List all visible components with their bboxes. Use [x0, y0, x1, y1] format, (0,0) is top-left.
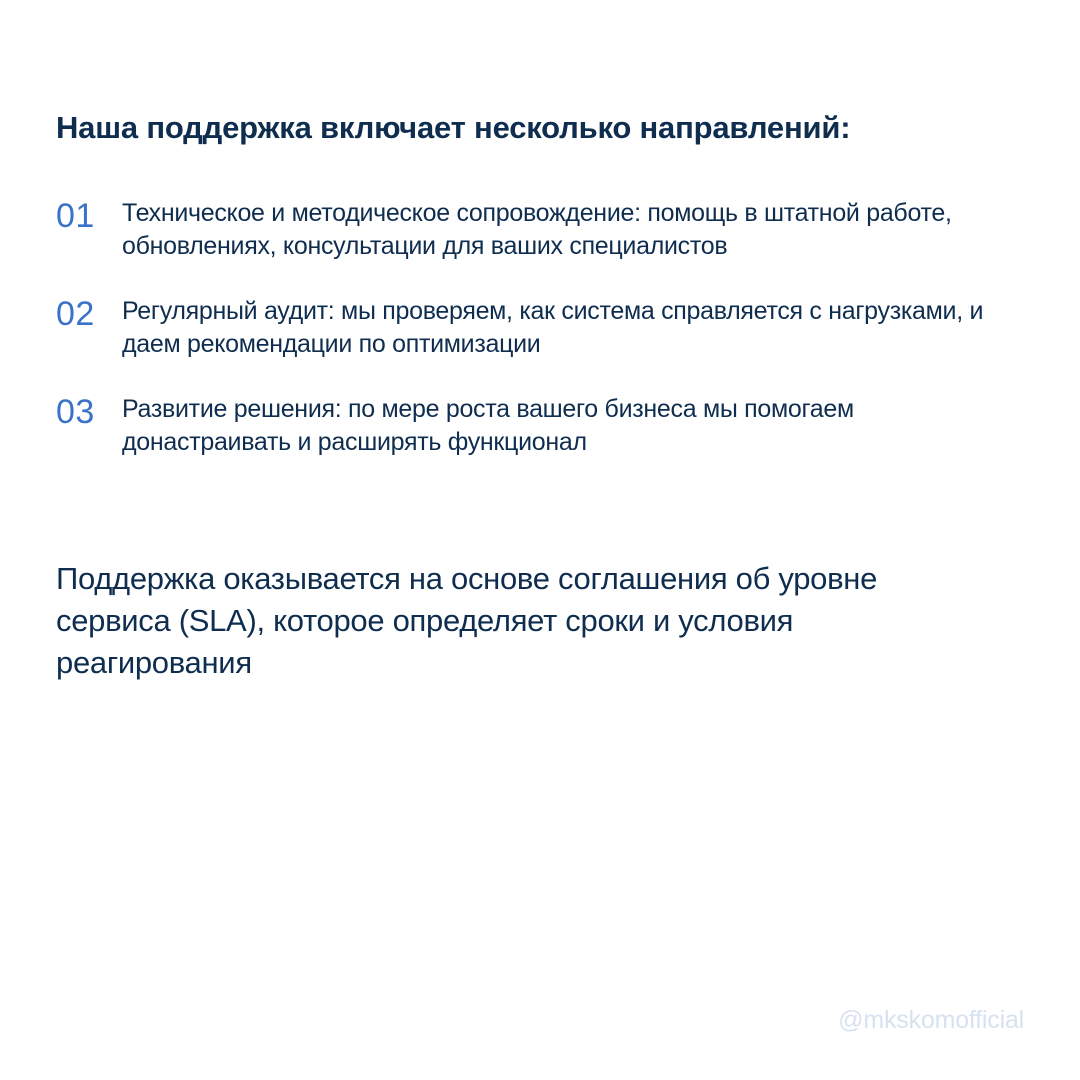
sla-note: Поддержка оказывается на основе соглашения об уровне сервиса (SLA), которое определяет сроки и условия реагирования	[56, 561, 878, 680]
social-handle: @mkskomofficial	[838, 1006, 1024, 1034]
list-item	[56, 392, 1036, 472]
list-item-number: 03	[56, 393, 95, 431]
list-item	[56, 196, 1036, 276]
list-item-text: Регулярный аудит: мы проверяем, как система справляется с нагрузками, и даем рекомендации по оптимизации	[122, 297, 984, 358]
list-item-text: Техническое и методическое сопровождение: помощь в штатной работе, обновлениях, консультации для ваших специалистов	[122, 199, 952, 260]
list-item-number: 02	[56, 295, 95, 333]
list-item-text: Развитие решения: по мере роста вашего бизнеса мы помогаем донастраивать и расширять функционал	[122, 395, 854, 456]
page-heading: Наша поддержка включает несколько направлений:	[56, 110, 851, 145]
list-item	[56, 294, 1036, 374]
list-item-number: 01	[56, 197, 95, 235]
